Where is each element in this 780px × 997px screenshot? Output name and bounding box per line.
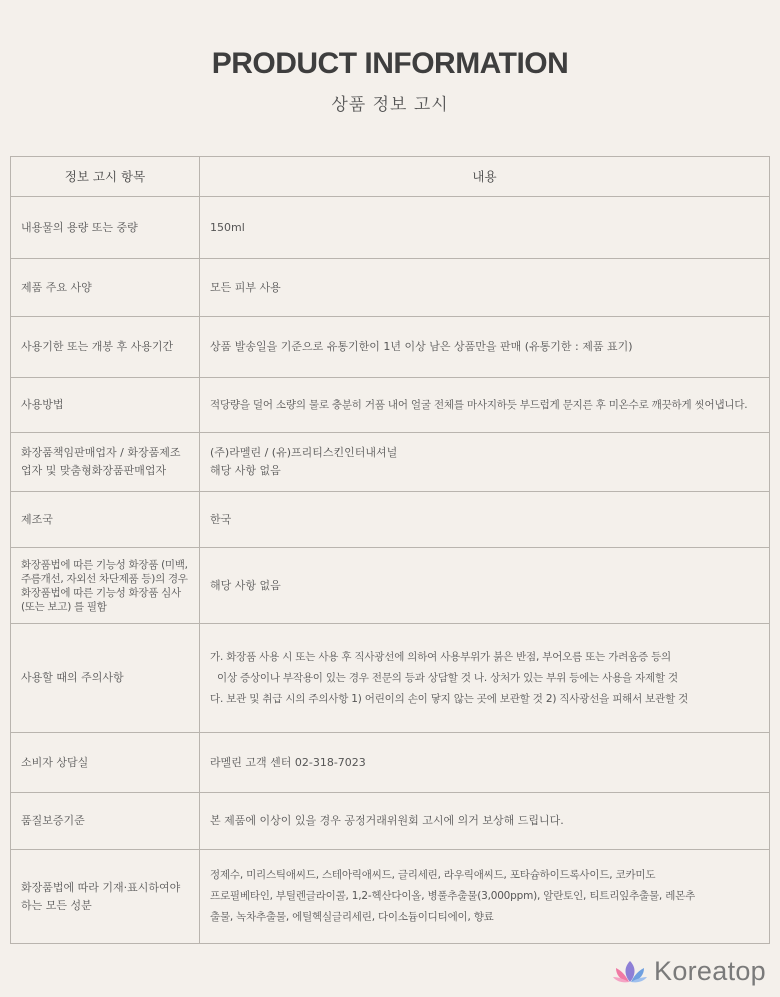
row-label: 제조국 bbox=[11, 492, 200, 548]
logo-text: Koreatop bbox=[654, 956, 766, 986]
content-line: 다. 보관 및 취급 시의 주의사항 1) 어린이의 손이 닿지 않는 곳에 보관할 것 2) 직사광선을 피해서 보관할 것 bbox=[210, 692, 689, 705]
content-line: 본 제품에 이상이 있을 경우 공정거래위원회 고시에 의거 보상해 드립니다. bbox=[210, 814, 564, 827]
table-row bbox=[11, 433, 770, 492]
row-label: 제품 주요 사양 bbox=[11, 259, 200, 317]
row-label: 품질보증기준 bbox=[11, 793, 200, 850]
page-title-en: PRODUCT INFORMATION bbox=[211, 47, 569, 80]
content-line: 프로필베타인, 부틸렌글라이콜, 1,2-헥산다이올, 병풀추출물(3,000ppm), 알란토인, 티트리잎추출물, 레몬추 bbox=[210, 890, 696, 902]
row-content bbox=[200, 197, 770, 259]
content-line: 출물, 녹차추출물, 에틸헥실글리세린, 다이소듐이디티에이, 향료 bbox=[210, 911, 494, 923]
header-content: 내용 bbox=[200, 157, 770, 197]
table-row bbox=[11, 378, 770, 433]
table-row bbox=[11, 317, 770, 378]
table-row bbox=[11, 793, 770, 850]
table-row bbox=[11, 624, 770, 733]
table-row bbox=[11, 197, 770, 259]
content-line: 150ml bbox=[210, 220, 245, 234]
table-row bbox=[11, 548, 770, 624]
product-info-table bbox=[10, 156, 770, 944]
table-header-row bbox=[11, 157, 770, 197]
content-line: 정제수, 미리스틱애씨드, 스테아릭애씨드, 글리세린, 라우릭애씨드, 포타슘하이드록사이드, 코카미도 bbox=[210, 869, 656, 881]
row-label: 화장품책임판매업자 / 화장품제조업자 및 맞춤형화장품판매업자 bbox=[11, 433, 200, 492]
koreatop-logo bbox=[612, 956, 766, 987]
table-row bbox=[11, 733, 770, 793]
row-label: 사용할 때의 주의사항 bbox=[11, 624, 200, 733]
row-content bbox=[200, 433, 770, 492]
row-content bbox=[200, 378, 770, 433]
lotus-icon bbox=[612, 958, 648, 986]
row-content bbox=[200, 317, 770, 378]
page-heading bbox=[0, 44, 780, 116]
row-label: 내용물의 용량 또는 중량 bbox=[11, 197, 200, 259]
row-label: 화장품법에 따른 기능성 화장품 (미백, 주름개선, 자외선 차단제품 등)의 경우 화장품법에 따른 기능성 화장품 심사 (또는 보고) 를 필함 bbox=[11, 548, 200, 624]
table-row bbox=[11, 259, 770, 317]
content-line: 적당량을 덜어 소량의 물로 충분히 거품 내어 얼굴 전체를 마사지하듯 부드럽게 문지른 후 미온수로 깨끗하게 씻어냅니다. bbox=[210, 399, 748, 411]
content-line: 상품 발송일을 기준으로 유통기한이 1년 이상 남은 상품만을 판매 (유통기한 : 제품 표기) bbox=[210, 340, 633, 353]
row-content bbox=[200, 850, 770, 944]
content-line: (주)라멜린 / (유)프리티스킨인터내셔널 bbox=[210, 446, 398, 459]
content-line: 해당 사항 없음 bbox=[210, 578, 281, 592]
content-line: 라멜린 고객 센터 02-318-7023 bbox=[210, 755, 366, 769]
row-content bbox=[200, 492, 770, 548]
header-item: 정보 고시 항목 bbox=[11, 157, 200, 197]
row-label: 소비자 상담실 bbox=[11, 733, 200, 793]
row-content bbox=[200, 548, 770, 624]
row-content bbox=[200, 259, 770, 317]
row-content bbox=[200, 793, 770, 850]
content-line: 한국 bbox=[210, 512, 232, 526]
content-line: 가. 화장품 사용 시 또는 사용 후 직사광선에 의하여 사용부위가 붉은 반점, 부어오름 또는 가려움증 등의 bbox=[210, 650, 672, 663]
content-line: 해당 사항 없음 bbox=[210, 464, 281, 477]
table-row bbox=[11, 850, 770, 944]
page-title-ko: 상품 정보 고시 bbox=[331, 95, 449, 115]
row-label: 화장품법에 따라 기재·표시하여야 하는 모든 성분 bbox=[11, 850, 200, 944]
row-label: 사용기한 또는 개봉 후 사용기간 bbox=[11, 317, 200, 378]
row-content bbox=[200, 624, 770, 733]
row-content bbox=[200, 733, 770, 793]
content-line: 모든 피부 사용 bbox=[210, 280, 281, 294]
row-label: 사용방법 bbox=[11, 378, 200, 433]
table-row bbox=[11, 492, 770, 548]
content-line: 이상 증상이나 부작용이 있는 경우 전문의 등과 상담할 것 나. 상처가 있는 부위 등에는 사용을 자제할 것 bbox=[217, 671, 679, 684]
